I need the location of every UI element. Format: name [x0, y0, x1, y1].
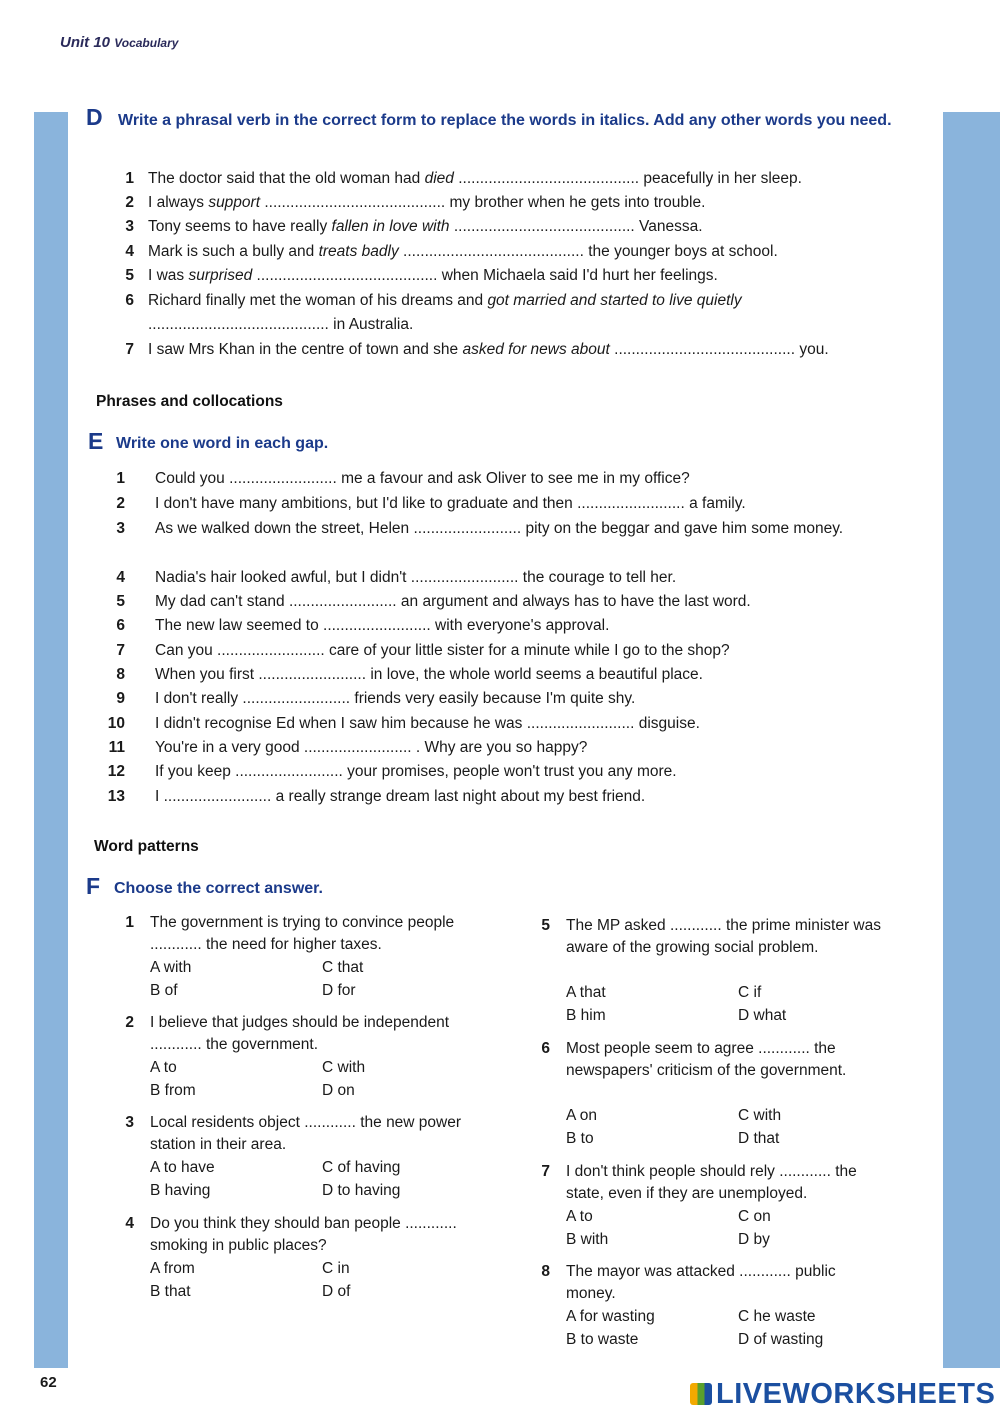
- option-b[interactable]: B from: [150, 1082, 196, 1099]
- item-text-after: my brother when he gets into trouble.: [445, 194, 706, 211]
- option-a[interactable]: A to: [150, 1059, 177, 1076]
- item-text-after: in love, the whole world seems a beautiful place.: [366, 666, 703, 683]
- answer-gap[interactable]: ..........................................: [148, 316, 329, 333]
- item-number: 6: [125, 292, 134, 309]
- question-number: 6: [541, 1040, 550, 1057]
- item-text-after: an argument and always has to have the last word.: [396, 593, 751, 610]
- item-italic-phrase: died: [424, 170, 454, 187]
- item-text-after: . Why are you so happy?: [411, 739, 588, 756]
- answer-gap[interactable]: .........................: [229, 470, 337, 487]
- item-text-before: I was: [148, 267, 189, 284]
- item-number: 12: [107, 763, 125, 780]
- item-number: 5: [125, 267, 134, 284]
- answer-gap[interactable]: ..........................................: [458, 170, 640, 187]
- option-a[interactable]: A on: [566, 1107, 598, 1124]
- item-text-after: peacefully in her sleep.: [639, 170, 802, 187]
- item-text: [155, 517, 875, 541]
- answer-gap[interactable]: ..........................................: [453, 218, 635, 235]
- question-item: [536, 915, 906, 1024]
- item-number: 1: [116, 470, 125, 487]
- question-number: 2: [125, 1014, 134, 1031]
- item-text-before: My dad can't stand: [155, 593, 289, 610]
- option-d[interactable]: D of wasting: [738, 1331, 824, 1348]
- item-text-after: a really strange dream last night about my best friend.: [271, 788, 646, 805]
- answer-gap[interactable]: .........................: [163, 788, 272, 805]
- word-patterns-heading: Word patterns: [94, 838, 199, 855]
- item-number: 5: [116, 593, 125, 610]
- section-e-instruction: Write one word in each gap.: [116, 435, 329, 452]
- item-text-before: When you first: [155, 666, 259, 683]
- option-b[interactable]: B him: [566, 1007, 606, 1024]
- option-a[interactable]: A that: [566, 984, 606, 1001]
- item-number: 9: [116, 690, 125, 707]
- item-italic-phrase: surprised: [188, 267, 253, 284]
- item-text-after: me a favour and ask Oliver to see me in my office?: [336, 470, 690, 487]
- item-number: 4: [125, 243, 134, 260]
- item-text-before: I don't really: [155, 690, 243, 707]
- item-text: [148, 338, 829, 362]
- item-number: 3: [125, 218, 134, 235]
- item-text-before: Can you: [155, 642, 218, 659]
- item-text: [148, 191, 705, 215]
- question-item: [120, 1012, 490, 1112]
- answer-gap[interactable]: .........................: [323, 617, 431, 634]
- answer-gap[interactable]: .........................: [413, 520, 522, 537]
- question-stem: The government is trying to convince people ............ the need for higher taxes.: [150, 914, 455, 953]
- section-f-instruction: Choose the correct answer.: [114, 880, 323, 897]
- option-c[interactable]: C in: [322, 1260, 350, 1277]
- question-stem: Local residents object ............ the new power station in their area.: [150, 1114, 462, 1153]
- option-d[interactable]: D on: [322, 1082, 355, 1099]
- item-text-after: your promises, people won't trust you any more.: [342, 763, 677, 780]
- item-number: 2: [116, 495, 125, 512]
- item-text: [155, 712, 700, 736]
- option-c[interactable]: C he waste: [738, 1308, 816, 1325]
- liveworksheets-logo: [690, 1378, 995, 1411]
- answer-gap[interactable]: .........................: [526, 715, 635, 732]
- item-text-before: The new law seemed to: [155, 617, 324, 634]
- question-number: 4: [125, 1215, 134, 1232]
- item-number: 6: [116, 617, 125, 634]
- item-number: 13: [107, 788, 125, 805]
- item-text-before: I didn't recognise Ed when I saw him because he was: [155, 715, 527, 732]
- answer-gap[interactable]: ..........................................: [256, 267, 438, 284]
- option-c[interactable]: C if: [738, 984, 762, 1001]
- option-d[interactable]: D for: [322, 982, 356, 999]
- item-text-before: I don't have many ambitions, but I'd like to graduate and then: [155, 495, 578, 512]
- item-text-before: Could you: [155, 470, 230, 487]
- item-text-after: disguise.: [634, 715, 700, 732]
- item-text-before: You're in a very good: [155, 739, 304, 756]
- item-text-after: care of your little sister for a minute while I go to the shop?: [324, 642, 730, 659]
- item-italic-phrase: support: [208, 194, 261, 211]
- item-text-after: in Australia.: [328, 316, 414, 333]
- question-stem: The MP asked ............ the prime minister was aware of the growing social problem.: [566, 917, 881, 956]
- unit-header: [60, 34, 178, 51]
- item-text-after: you.: [795, 341, 829, 358]
- item-text: [155, 663, 703, 687]
- section-d-letter: D: [86, 104, 103, 130]
- option-c[interactable]: C with: [322, 1059, 366, 1076]
- item-text: [155, 566, 676, 590]
- section-d-instruction: Write a phrasal verb in the correct form to replace the words in italics. Add any other words you need.: [118, 112, 892, 129]
- answer-gap[interactable]: ..........................................: [403, 243, 584, 260]
- question-stem: I believe that judges should be independent ............ the government.: [150, 1014, 450, 1053]
- section-e-letter: E: [88, 428, 104, 454]
- item-text: [155, 614, 609, 638]
- answer-gap[interactable]: .........................: [288, 593, 397, 610]
- item-text-after: friends very easily because I'm quite shy.: [350, 690, 636, 707]
- item-text: [148, 167, 802, 191]
- item-text-before: If you keep: [155, 763, 236, 780]
- question-number: 8: [541, 1263, 550, 1280]
- item-number: 10: [107, 715, 125, 732]
- item-text: [148, 215, 703, 239]
- question-stem: Most people seem to agree ............ the newspapers' criticism of the government.: [566, 1040, 847, 1079]
- option-b[interactable]: B having: [150, 1182, 211, 1199]
- item-text: [155, 590, 751, 614]
- item-italic-phrase: asked for news about: [462, 341, 610, 358]
- question-number: 1: [125, 914, 134, 931]
- item-number: 8: [116, 666, 125, 683]
- option-d[interactable]: D what: [738, 1007, 787, 1024]
- option-d[interactable]: D of: [322, 1283, 351, 1300]
- item-text-after: the younger boys at school.: [583, 243, 778, 260]
- item-text-after: when Michaela said I'd hurt her feelings.: [437, 267, 718, 284]
- option-a[interactable]: A to have: [150, 1159, 215, 1176]
- answer-gap[interactable]: .........................: [303, 739, 412, 756]
- phrases-heading: Phrases and collocations: [96, 393, 283, 410]
- section-label: Vocabulary: [114, 36, 179, 50]
- question-number: 5: [541, 917, 550, 934]
- item-text-before: As we walked down the street, Helen: [155, 520, 414, 537]
- item-text-before: I always: [148, 194, 209, 211]
- page-number: 62: [40, 1374, 57, 1391]
- item-text-before: Tony seems to have really: [148, 218, 332, 235]
- item-italic-phrase: got married and started to live quietly: [487, 292, 742, 309]
- item-text: [155, 736, 587, 760]
- question-stem: I don't think people should rely ............ the state, even if they are unemployed.: [566, 1163, 857, 1202]
- option-d[interactable]: D that: [738, 1130, 780, 1147]
- item-text: [148, 264, 718, 288]
- answer-gap[interactable]: .........................: [235, 763, 343, 780]
- option-b[interactable]: B to: [566, 1130, 594, 1147]
- item-text: [155, 492, 746, 516]
- item-text-after: with everyone's approval.: [430, 617, 610, 634]
- question-number: 7: [541, 1163, 550, 1180]
- item-number: 7: [116, 642, 125, 659]
- section-f-letter: F: [86, 873, 101, 899]
- question-item: [536, 1161, 906, 1261]
- item-text-after: a family.: [684, 495, 746, 512]
- item-text: [148, 289, 868, 337]
- option-b[interactable]: B that: [150, 1283, 191, 1300]
- option-b[interactable]: B with: [566, 1231, 609, 1248]
- item-text-after: Vanessa.: [634, 218, 703, 235]
- item-number: 3: [116, 520, 125, 537]
- option-c[interactable]: C that: [322, 959, 364, 976]
- question-item: [536, 1261, 906, 1361]
- option-b[interactable]: B of: [150, 982, 178, 999]
- option-c[interactable]: C on: [738, 1208, 771, 1225]
- answer-gap[interactable]: .........................: [258, 666, 367, 683]
- question-item: [536, 1038, 906, 1147]
- item-number: 2: [125, 194, 134, 211]
- item-text-before: Nadia's hair looked awful, but I didn't: [155, 569, 411, 586]
- item-number: 1: [125, 170, 134, 187]
- item-text-before: The doctor said that the old woman had: [148, 170, 425, 187]
- question-stem: Do you think they should ban people ............ smoking in public places?: [150, 1215, 457, 1254]
- question-stem: The mayor was attacked ............ public money.: [566, 1263, 836, 1302]
- unit-label: Unit 10: [60, 34, 111, 51]
- item-italic-phrase: treats badly: [318, 243, 399, 260]
- option-a[interactable]: A for wasting: [566, 1308, 655, 1325]
- answer-gap[interactable]: .........................: [410, 569, 519, 586]
- answer-gap[interactable]: .........................: [577, 495, 685, 512]
- item-italic-phrase: fallen in love with: [331, 218, 450, 235]
- item-text-before: I saw Mrs Khan in the centre of town and she: [148, 341, 463, 358]
- option-a[interactable]: A with: [150, 959, 192, 976]
- item-number: 11: [108, 739, 125, 756]
- question-item: [120, 912, 490, 1012]
- option-c[interactable]: C with: [738, 1107, 782, 1124]
- question-item: [120, 1213, 490, 1313]
- item-text-before: Mark is such a bully and: [148, 243, 319, 260]
- option-b[interactable]: B to waste: [566, 1331, 639, 1348]
- item-text-after: pity on the beggar and gave him some money.: [521, 520, 844, 537]
- item-number: 7: [125, 341, 134, 358]
- answer-gap[interactable]: ..........................................: [264, 194, 446, 211]
- item-text: [155, 760, 677, 784]
- option-c[interactable]: C of having: [322, 1159, 401, 1176]
- option-d[interactable]: D by: [738, 1231, 770, 1248]
- item-text: [148, 240, 778, 264]
- question-number: 3: [125, 1114, 134, 1131]
- option-d[interactable]: D to having: [322, 1182, 401, 1199]
- question-item: [120, 1112, 490, 1212]
- item-text-after: the courage to tell her.: [518, 569, 677, 586]
- item-text: [155, 467, 690, 491]
- liveworksheets-logo-icon: [690, 1383, 712, 1405]
- answer-gap[interactable]: ..........................................: [614, 341, 796, 358]
- answer-gap[interactable]: .........................: [217, 642, 325, 659]
- liveworksheets-logo-text: LIVEWORKSHEETS: [716, 1378, 996, 1410]
- option-a[interactable]: A to: [566, 1208, 593, 1225]
- option-a[interactable]: A from: [150, 1260, 195, 1277]
- item-text-before: I: [155, 788, 164, 805]
- answer-gap[interactable]: .........................: [242, 690, 351, 707]
- item-text: [155, 687, 635, 711]
- item-text: [155, 639, 730, 663]
- item-number: 4: [116, 569, 125, 586]
- item-text: [155, 785, 645, 809]
- item-text-before: Richard finally met the woman of his dreams and: [148, 292, 488, 309]
